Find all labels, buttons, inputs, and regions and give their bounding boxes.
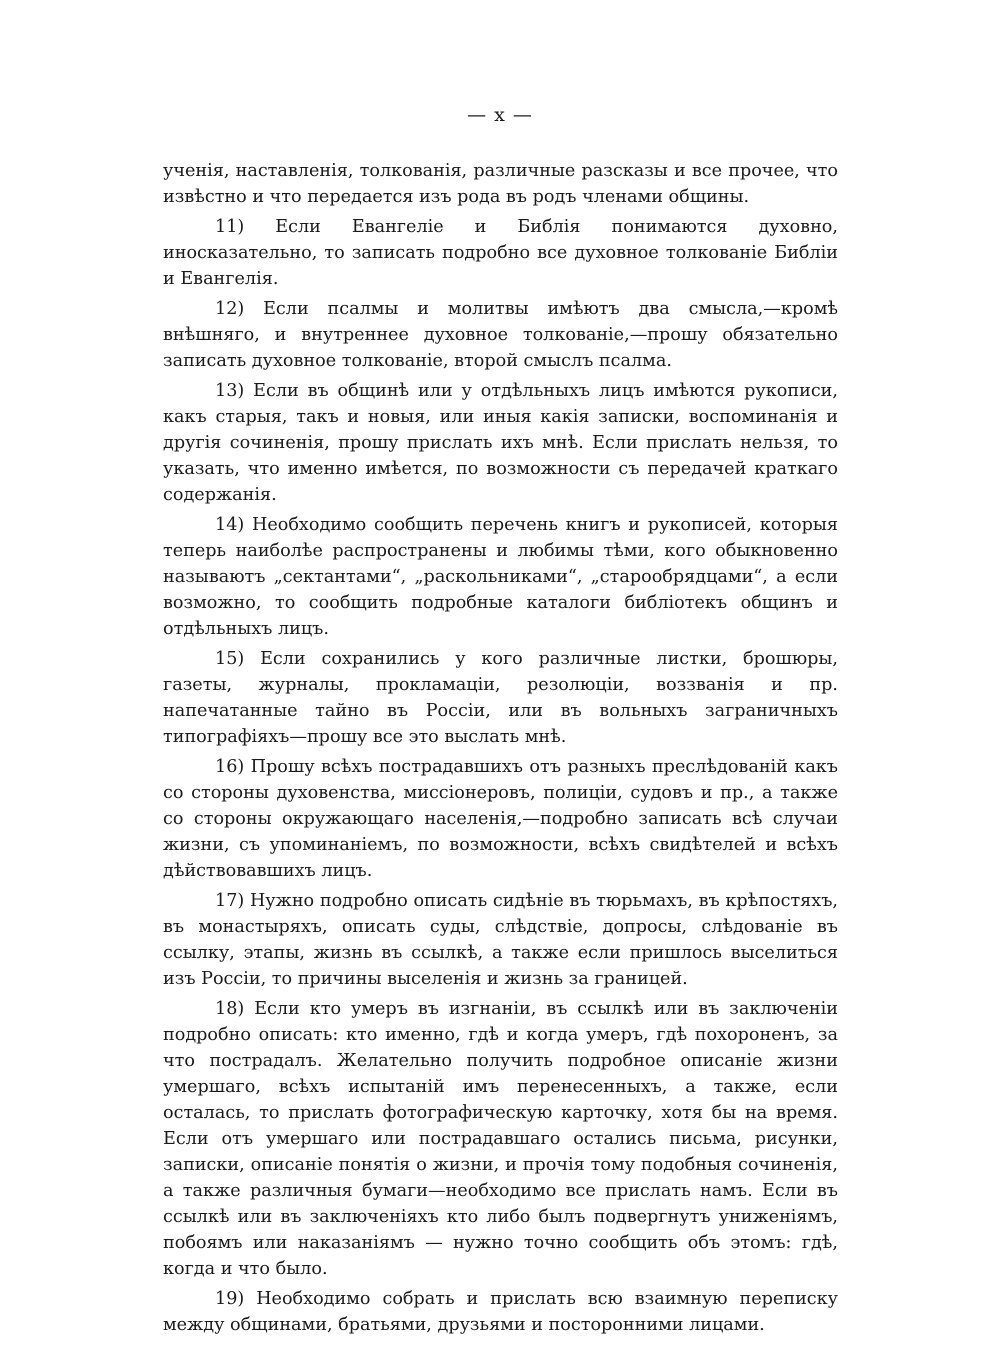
page-number: — x — [467, 104, 533, 126]
paragraph-item-12: 12) Если псалмы и молитвы имѣютъ два смысла,—кромѣ внѣшняго, и внутреннее духовное толкованіе,—прошу обязательно записать духовное толкованіе, второй смыслъ псалма. [163, 299, 838, 371]
paragraph-item-19: 19) Необходимо собрать и прислать всю взаимную переписку между общинами, братьями, друзьями и посторонними лицами. [163, 1289, 838, 1335]
paragraph-item-13: 13) Если въ общинѣ или у отдѣльныхъ лицъ имѣются рукописи, какъ старыя, такъ и новыя, или иныя какія записки, воспоминанія и другія сочиненія, прошу прислать ихъ мнѣ. Если прислать нельзя, то указать, что именно имѣется, по возможности съ передачей краткаго содержанія. [163, 381, 838, 505]
paragraph-item-14: 14) Необходимо сообщить перечень книгъ и рукописей, которыя теперь наиболѣе распространены и любимы тѣми, кого обыкновенно называютъ „сектантами“, „раскольниками“, „старообрядцами“, а если возможно, то сообщить подробные каталоги библіотекъ общинъ и отдѣльныхъ лицъ. [163, 515, 838, 639]
paragraph-item-15: 15) Если сохранились у кого различные листки, брошюры, газеты, журналы, прокламаціи, резолюціи, воззванія и пр. напечатанные тайно въ Россіи, или въ вольныхъ заграничныхъ типографіяхъ—прошу все это выслать мнѣ. [163, 649, 838, 747]
paragraph-continuation: ученія, наставленія, толкованія, различные разсказы и все прочее, что извѣстно и что передается изъ рода въ родъ членами общины. [163, 161, 838, 207]
paragraph-item-17: 17) Нужно подробно описать сидѣніе въ тюрьмахъ, въ крѣпостяхъ, въ монастыряхъ, описать суды, слѣдствіе, допросы, слѣдованіе въ ссылку, этапы, жизнь въ ссылкѣ, а также если пришлось выселиться изъ Россіи, то причины выселенія и жизнь за границей. [163, 891, 838, 989]
body-text [163, 158, 838, 1338]
paragraph-item-16: 16) Прошу всѣхъ пострадавшихъ отъ разныхъ преслѣдованій какъ со стороны духовенства, миссіонеровъ, полиціи, судовъ и пр., а также со стороны окружающаго населенія,—подробно записать всѣ случаи жизни, съ упоминаніемъ, по возможности, всѣхъ свидѣтелей и всѣхъ дѣйствовавшихъ лицъ. [163, 757, 838, 881]
paragraph-item-11: 11) Если Евангеліе и Библія понимаются духовно, иносказательно, то записать подробно все духовное толкованіе Библіи и Евангелія. [163, 217, 838, 289]
paragraph-item-18: 18) Если кто умеръ въ изгнаніи, въ ссылкѣ или въ заключеніи подробно описать: кто именно, гдѣ и когда умеръ, гдѣ похороненъ, за что пострадалъ. Желательно получить подробное описаніе жизни умершаго, всѣхъ испытаній имъ перенесенныхъ, а также, если осталась, то прислать фотографическую карточку, хотя бы на время. Если отъ умершаго или пострадавшаго остались письма, рисунки, записки, описаніе понятія о жизни, и прочія тому подобныя сочиненія, а также различныя бумаги—необходимо все прислать намъ. Если въ ссылкѣ или въ заключеніяхъ кто либо былъ подвергнутъ униженіямъ, побоямъ или наказаніямъ — нужно точно сообщить объ этомъ: гдѣ, когда и что было. [163, 999, 838, 1279]
